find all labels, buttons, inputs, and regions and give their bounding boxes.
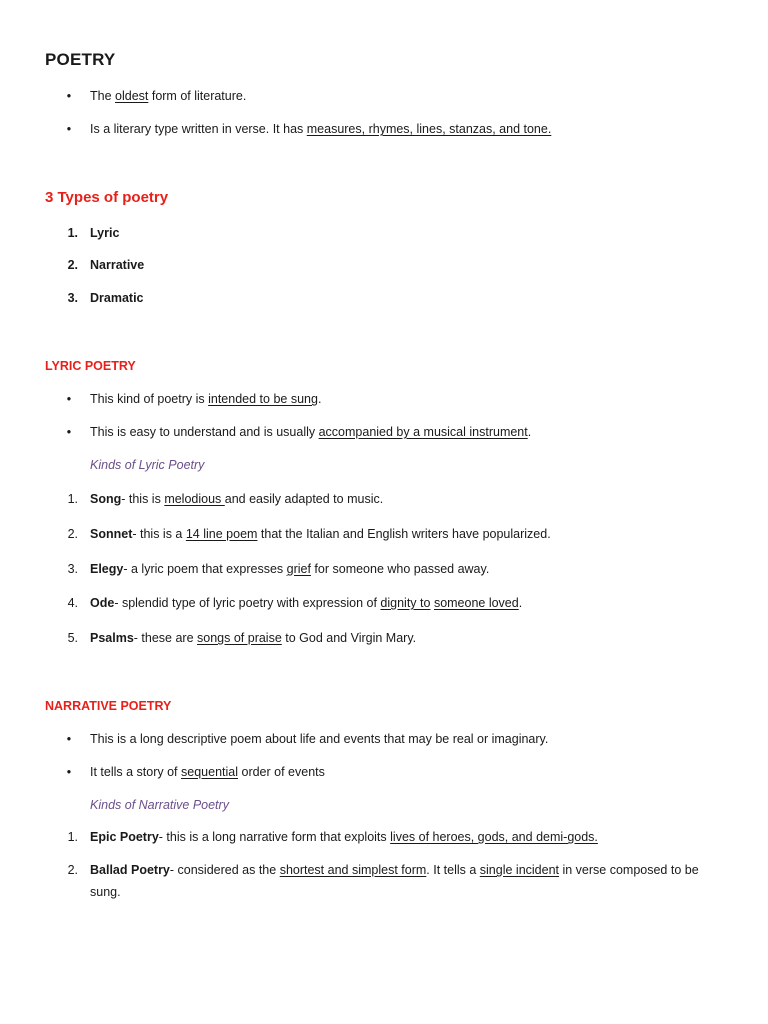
underlined-text: shortest and simplest form [279,863,427,877]
type-item-dramatic: Dramatic [90,291,144,305]
underlined-text: 14 line poem [185,527,258,541]
intro-bullet-oldest [90,89,246,103]
bullet-marker: • [66,425,72,439]
text: order of events [238,765,325,779]
text: . [527,425,532,439]
text: to God and Virgin Mary. [281,631,417,645]
text: This is easy to understand and is usually [90,425,319,439]
text: - a lyric poem that expresses [123,562,287,576]
bullet-marker: • [66,765,72,779]
lyric-kind-song [90,492,383,506]
intro-bullet-verse [90,122,551,136]
list-number: 5. [67,631,78,645]
term: Psalms [90,631,134,645]
text: It tells a story of [90,765,182,779]
term: Sonnet [90,527,133,541]
text: - this is a [132,527,186,541]
text: in verse composed to be sung. [90,863,699,899]
narrative-kinds-subheading: Kinds of Narrative Poetry [90,798,229,812]
underlined-text: accompanied by a musical instrument [318,425,528,439]
underlined-text: oldest [115,89,149,103]
underlined-text: intended to be sung [208,392,318,406]
narrative-bullet-descriptive: This is a long descriptive poem about life and events that may be real or imaginary. [90,732,549,746]
text: form of literature. [148,89,247,103]
list-number: 2. [67,527,78,541]
underlined-text: grief [286,562,311,576]
underlined-text: measures, rhymes, lines, stanzas, and tone. [306,122,552,136]
text: and easily adapted to music. [224,492,384,506]
type-item-narrative: Narrative [90,258,145,272]
list-number: 1. [67,492,78,506]
underlined-text: lives of heroes, gods, and demi-gods. [390,830,598,844]
narrative-bullet-story [90,765,325,779]
bullet-marker: • [66,732,72,746]
narrative-kind-epic [90,830,598,844]
type-item-lyric: Lyric [90,226,120,240]
text: - these are [133,631,198,645]
term: Elegy [90,562,124,576]
bullet-marker: • [66,122,72,136]
text: for someone who passed away. [310,562,490,576]
term: Song [90,492,122,506]
lyric-heading: LYRIC POETRY [45,359,136,373]
page-title: POETRY [45,50,116,69]
term: Epic Poetry [90,830,159,844]
lyric-kinds-subheading: Kinds of Lyric Poetry [90,458,205,472]
list-number: 1. [67,226,78,240]
text: - this is a long narrative form that exploits [158,830,391,844]
lyric-bullet-sung [90,392,321,406]
text: This kind of poetry is [90,392,209,406]
list-number: 2. [67,258,78,272]
underlined-text: melodious [164,492,225,506]
lyric-kind-ode [90,596,522,610]
lyric-kind-elegy [90,562,489,576]
term: Ballad Poetry [90,863,170,877]
bullet-marker: • [66,89,72,103]
underlined-text: songs of praise [197,631,282,645]
list-number: 3. [67,562,78,576]
text: that the Italian and English writers have popularized. [257,527,551,541]
narrative-heading: NARRATIVE POETRY [45,699,172,713]
types-heading: 3 Types of poetry [45,189,169,206]
lyric-bullet-instrument [90,425,531,439]
text: . [317,392,322,406]
bullet-marker: • [66,392,72,406]
text: . It tells a [426,863,480,877]
term: Ode [90,596,115,610]
list-number: 2. [67,863,78,877]
text: - splendid type of lyric poetry with expression of [114,596,381,610]
lyric-kind-sonnet [90,527,551,541]
underlined-text: someone loved [433,596,519,610]
text: Is a literary type written in verse. It has [90,122,307,136]
text: . [518,596,523,610]
list-number: 4. [67,596,78,610]
text: The [90,89,116,103]
underlined-text: sequential [181,765,239,779]
text: - this is [121,492,165,506]
list-number: 1. [67,830,78,844]
list-number: 3. [67,291,78,305]
text: - considered as the [169,863,280,877]
lyric-kind-psalms [90,631,416,645]
underlined-text: single incident [479,863,559,877]
underlined-text: dignity to [380,596,431,610]
narrative-kind-ballad [90,859,720,903]
